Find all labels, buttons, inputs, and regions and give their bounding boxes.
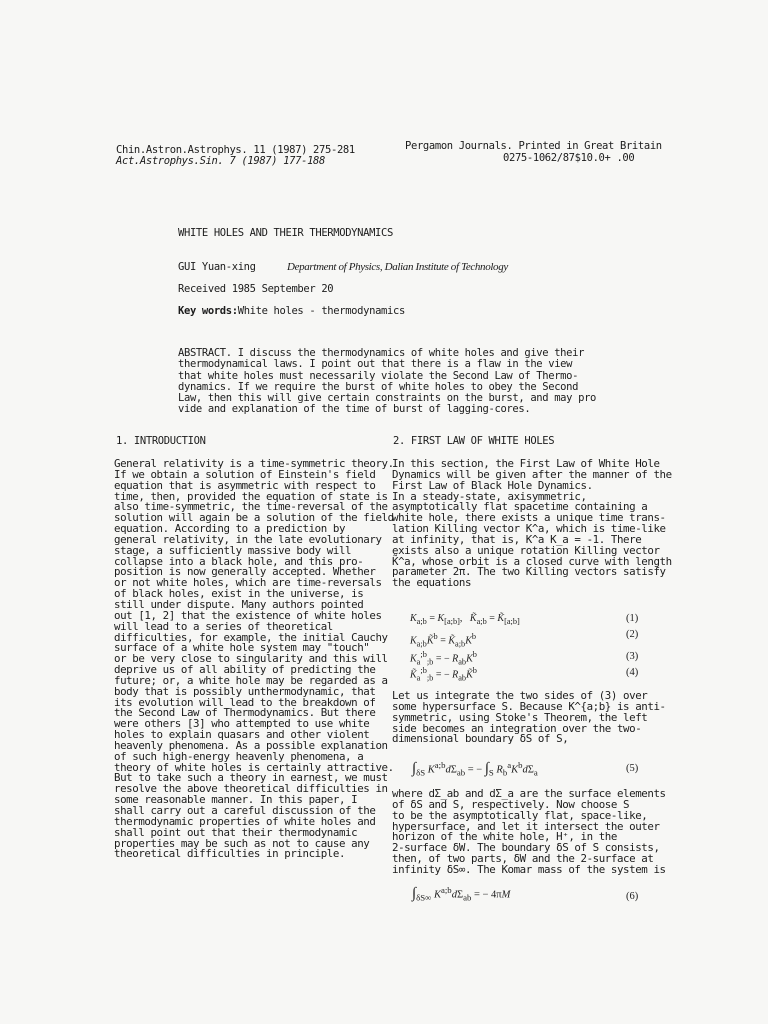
- first-law-line: where dΣ_ab and dΣ_a are the surface elements: [392, 787, 666, 800]
- keywords-label: Key words:: [178, 305, 238, 317]
- journal-citation-chinese: Act.Astrophys.Sin. 7 (1987) 177-188: [116, 155, 326, 167]
- abstract-line: ABSTRACT. I discuss the thermodynamics of white holes and give their: [178, 347, 585, 359]
- first-law-line: symmetric, using Stoke's Theorem, the left: [392, 710, 648, 724]
- equation-6-number: (6): [626, 891, 639, 902]
- introduction-line: were others [3] who attempted to use white: [114, 717, 370, 731]
- first-law-line: dimensional boundary δS of S,: [392, 732, 569, 746]
- keywords-value: White holes - thermodynamics: [237, 305, 405, 317]
- paper-title: WHITE HOLES AND THEIR THERMODYNAMICS: [178, 227, 393, 239]
- first-law-line: of δS and S, respectively. Now choose S: [392, 797, 630, 811]
- abstract-line: thermodynamical laws. I point out that there is a flaw in the view: [178, 358, 573, 371]
- introduction-line: solution will again be a solution of the field: [114, 511, 394, 525]
- first-law-line: hypersurface, and let it intersect the outer: [392, 819, 660, 833]
- introduction-line: will lead to a series of theoretical: [114, 619, 333, 633]
- abstract-line: dynamics. If we require the burst of white holes to obey the Second: [178, 380, 579, 393]
- introduction-line: body that is possibly unthermodynamic, that: [114, 684, 376, 698]
- introduction-line: the Second Law of Thermodynamics. But there: [114, 706, 376, 720]
- section-heading-first-law: 2. FIRST LAW OF WHITE HOLES: [393, 435, 555, 447]
- publisher-line: Pergamon Journals. Printed in Great Britain: [405, 140, 662, 152]
- equation-3: $K_a^{;b}_{;b}$ = − $R_{ab}K^b$: [410, 650, 477, 667]
- first-law-line: Let us integrate the two sides of (3) over: [392, 689, 648, 702]
- abstract-line: that white holes must necessarily violate the Second Law of Thermo-: [178, 369, 579, 382]
- equation-2: $K_{a;b}K̃^b$ = $K̃_{a;b}K^b$: [410, 632, 477, 649]
- abstract-line: Law, then this will give certain constraints on the burst, and may pro: [178, 392, 597, 405]
- introduction-line: position is now generally accepted. Whether: [114, 565, 376, 579]
- introduction-line: or be very close to singularity and this will: [114, 652, 388, 666]
- introduction-line: If we obtain a solution of Einstein's field: [114, 467, 376, 481]
- introduction-line: theoretical difficulties in principle.: [114, 847, 346, 861]
- introduction-line: also time-symmetric, the time-reversal of the: [114, 500, 388, 514]
- first-law-line: some hypersurface S. Because K^{a;b} is anti-: [392, 699, 666, 713]
- introduction-line: equation that is asymmetric with respect to: [114, 478, 376, 492]
- first-law-line: First Law of Black Hole Dynamics.: [392, 478, 593, 492]
- equation-5-number: (5): [626, 763, 639, 774]
- equation-6: $\int_{\delta S\infty}$ $K^{a;b}d\Sigma_{ab}$ = − 4πM: [412, 885, 511, 903]
- first-law-line: In this section, the First Law of White Hole: [392, 457, 660, 470]
- introduction-line: deprive us of all ability of predicting the: [114, 663, 376, 677]
- introduction-line: General relativity is a time-symmetric theory.: [114, 457, 394, 470]
- keywords: [178, 305, 405, 317]
- introduction-line: heavenly phenomena. As a possible explanation: [114, 738, 388, 752]
- introduction-line: of such high-energy heavenly phenomena, a: [114, 749, 364, 763]
- first-law-paragraph-1: [392, 459, 672, 589]
- introduction-line: some reasonable manner. In this paper, I: [114, 793, 358, 807]
- introduction-line: But to take such a theory in earnest, we must: [114, 771, 388, 785]
- introduction-text: [114, 459, 394, 860]
- introduction-line: equation. According to a prediction by: [114, 522, 346, 536]
- introduction-line: shall point out that their thermodynamic: [114, 825, 358, 839]
- first-law-line: to be the asymptotically flat, space-like,: [392, 808, 648, 822]
- introduction-line: general relativity, in the late evolutionary: [114, 532, 382, 546]
- first-law-line: the equations: [392, 576, 472, 590]
- introduction-line: still under dispute. Many authors pointed: [114, 597, 364, 611]
- introduction-line: stage, a sufficiently massive body will: [114, 543, 352, 557]
- equation-4: $K̃_a^{;b}_{;b}$ = − $R_{ab}K̃^b$: [410, 666, 477, 683]
- first-law-line: K̃^a, whose orbit is a closed curve with length: [392, 554, 672, 568]
- equation-4-number: (4): [626, 667, 639, 678]
- first-law-line: In a steady-state, axisymmetric,: [392, 489, 587, 503]
- introduction-line: its evolution will lead to the breakdown of: [114, 695, 376, 709]
- equation-3-number: (3): [626, 651, 639, 662]
- journal-citation-english: Chin.Astron.Astrophys. 11 (1987) 275-281: [116, 144, 355, 156]
- introduction-line: of black holes, exist in the universe, is: [114, 587, 364, 601]
- first-law-line: white hole, there exists a unique time trans-: [392, 511, 666, 525]
- received-date: Received 1985 September 20: [178, 283, 334, 295]
- section-heading-introduction: 1. INTRODUCTION: [116, 435, 206, 447]
- author-name: GUI Yuan-xing: [178, 261, 256, 273]
- author-affiliation: Department of Physics, Dalian Institute of Technology: [287, 261, 508, 273]
- first-law-line: parameter 2π. The two Killing vectors satisfy: [392, 565, 666, 579]
- first-law-line: at infinity, that is, K^a K_a = -1. There: [392, 532, 642, 546]
- introduction-line: resolve the above theoretical difficulties in: [114, 782, 388, 796]
- introduction-line: holes to explain quasars and other violent: [114, 728, 370, 742]
- first-law-line: side becomes an integration over the two-: [392, 721, 642, 735]
- introduction-line: difficulties, for example, the initial Cauchy: [114, 630, 388, 644]
- first-law-line: then, of two parts, δW and the 2-surface at: [392, 852, 654, 866]
- first-law-line: exists also a unique rotation Killing vector: [392, 543, 660, 557]
- first-law-line: horizon of the white hole, H⁺, in the: [392, 830, 617, 844]
- introduction-line: time, then, provided the equation of state is: [114, 489, 388, 503]
- equation-2-number: (2): [626, 629, 639, 640]
- equation-1-number: (1): [626, 613, 639, 624]
- first-law-line: infinity δS∞. The Komar mass of the system is: [392, 862, 666, 876]
- introduction-line: thermodynamic properties of white holes and: [114, 814, 376, 828]
- first-law-line: Dynamics will be given after the manner of the: [392, 467, 672, 481]
- introduction-line: surface of a white hole system may "touch": [114, 641, 370, 655]
- issn-price-line: 0275-1062/87$10.0+ .00: [503, 152, 635, 164]
- equation-5: $\int_{\delta S}$ $K^{a;b}d\Sigma_{ab}$ = − $\int_S$ $R_b^aK^bd\Sigma_a$: [412, 760, 538, 778]
- introduction-line: out [1, 2] that the existence of white holes: [114, 608, 382, 622]
- introduction-line: properties may be such as not to cause any: [114, 836, 370, 850]
- first-law-paragraph-3: [392, 789, 666, 876]
- first-law-line: 2-surface δW. The boundary δS of S consists,: [392, 841, 660, 855]
- first-law-line: asymptotically flat spacetime containing a: [392, 500, 648, 514]
- abstract: [178, 348, 596, 416]
- first-law-line: lation Killing vector K^a, which is time-like: [392, 522, 666, 536]
- introduction-line: or not white holes, which are time-reversals: [114, 576, 382, 590]
- first-law-paragraph-2: [392, 691, 666, 745]
- equation-1: $K_{a;b} = K_{[a;b]}$, $K̃_{a;b}$ = $K̃_{[a;b]}$: [410, 613, 520, 626]
- abstract-line: vide and explanation of the time of burst of lagging-cores.: [178, 403, 531, 416]
- introduction-line: future; or, a white hole may be regarded as a: [114, 673, 388, 687]
- introduction-line: shall carry out a careful discussion of the: [114, 804, 376, 817]
- introduction-line: collapse into a black hole, and this pro-: [114, 554, 364, 568]
- introduction-line: theory of white holes is certainly attractive.: [114, 760, 394, 774]
